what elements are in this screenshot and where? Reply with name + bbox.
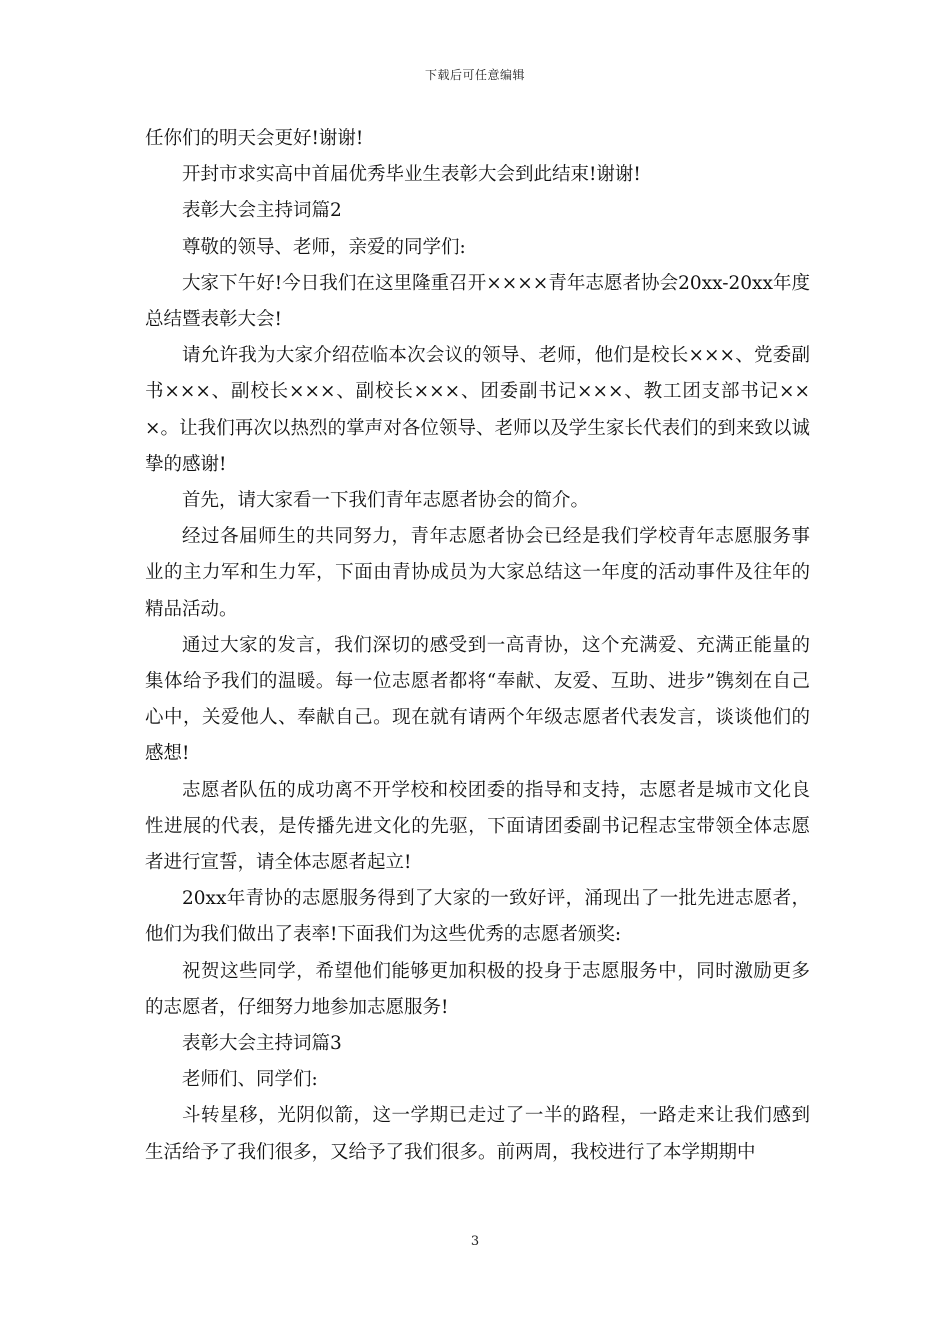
paragraph: 斗转星移，光阴似箭，这一学期已走过了一半的路程，一路走来让我们感到生活给予了我们很多，又给予了我们很多。前两周，我校进行了本学期期中 <box>145 1105 810 1163</box>
paragraph: 祝贺这些同学，希望他们能够更加积极的投身于志愿服务中，同时激励更多的志愿者，仔细努力地参加志愿服务! <box>145 960 810 1018</box>
page-header: 下载后可任意编辑 <box>424 68 525 82</box>
document-body <box>145 121 810 1171</box>
paragraph: 通过大家的发言，我们深切的感受到一高青协，这个充满爱、充满正能量的集体给予我们的温暖。每一位志愿者都将“奉献、友爱、互助、进步”镌刻在自己心中，关爱他人、奉献自己。现在就有请两个年级志愿者代表发言，谈谈他们的感想! <box>145 634 810 765</box>
section-heading: 表彰大会主持词篇2 <box>182 200 342 222</box>
paragraph: 大家下午好!今日我们在这里隆重召开××××青年志愿者协会20xx-20xx年度总结暨表彰大会! <box>145 272 810 331</box>
section-heading: 表彰大会主持词篇3 <box>182 1033 342 1055</box>
paragraph: 志愿者队伍的成功离不开学校和校团委的指导和支持，志愿者是城市文化良性进展的代表，是传播先进文化的先驱，下面请团委副书记程志宝带领全体志愿者进行宣誓，请全体志愿者起立! <box>145 779 810 874</box>
paragraph: 任你们的明天会更好!谢谢! <box>145 128 364 149</box>
paragraph: 20xx年青协的志愿服务得到了大家的一致好评，涌现出了一批先进志愿者，他们为我们做出了表率!下面我们为这些优秀的志愿者颁奖: <box>145 888 810 946</box>
paragraph: 开封市求实高中首届优秀毕业生表彰大会到此结束!谢谢! <box>182 164 641 186</box>
salutation: 老师们、同学们: <box>182 1069 318 1091</box>
salutation: 尊敬的领导、老师，亲爱的同学们: <box>182 236 466 258</box>
paragraph: 经过各届师生的共同努力，青年志愿者协会已经是我们学校青年志愿服务事业的主力军和生力军，下面由青协成员为大家总结这一年度的活动事件及往年的精品活动。 <box>145 526 810 620</box>
paragraph: 请允许我为大家介绍莅临本次会议的领导、老师，他们是校长×××、党委副书×××、副校长×××、副校长×××、团委副书记×××、教工团支部书记×××。让我们再次以热烈的掌声对各位领导、老师以及学生家长代表们的到来致以诚挚的感谢! <box>145 345 810 475</box>
paragraph: 首先，请大家看一下我们青年志愿者协会的简介。 <box>182 490 590 512</box>
page-number: 3 <box>470 1234 480 1249</box>
